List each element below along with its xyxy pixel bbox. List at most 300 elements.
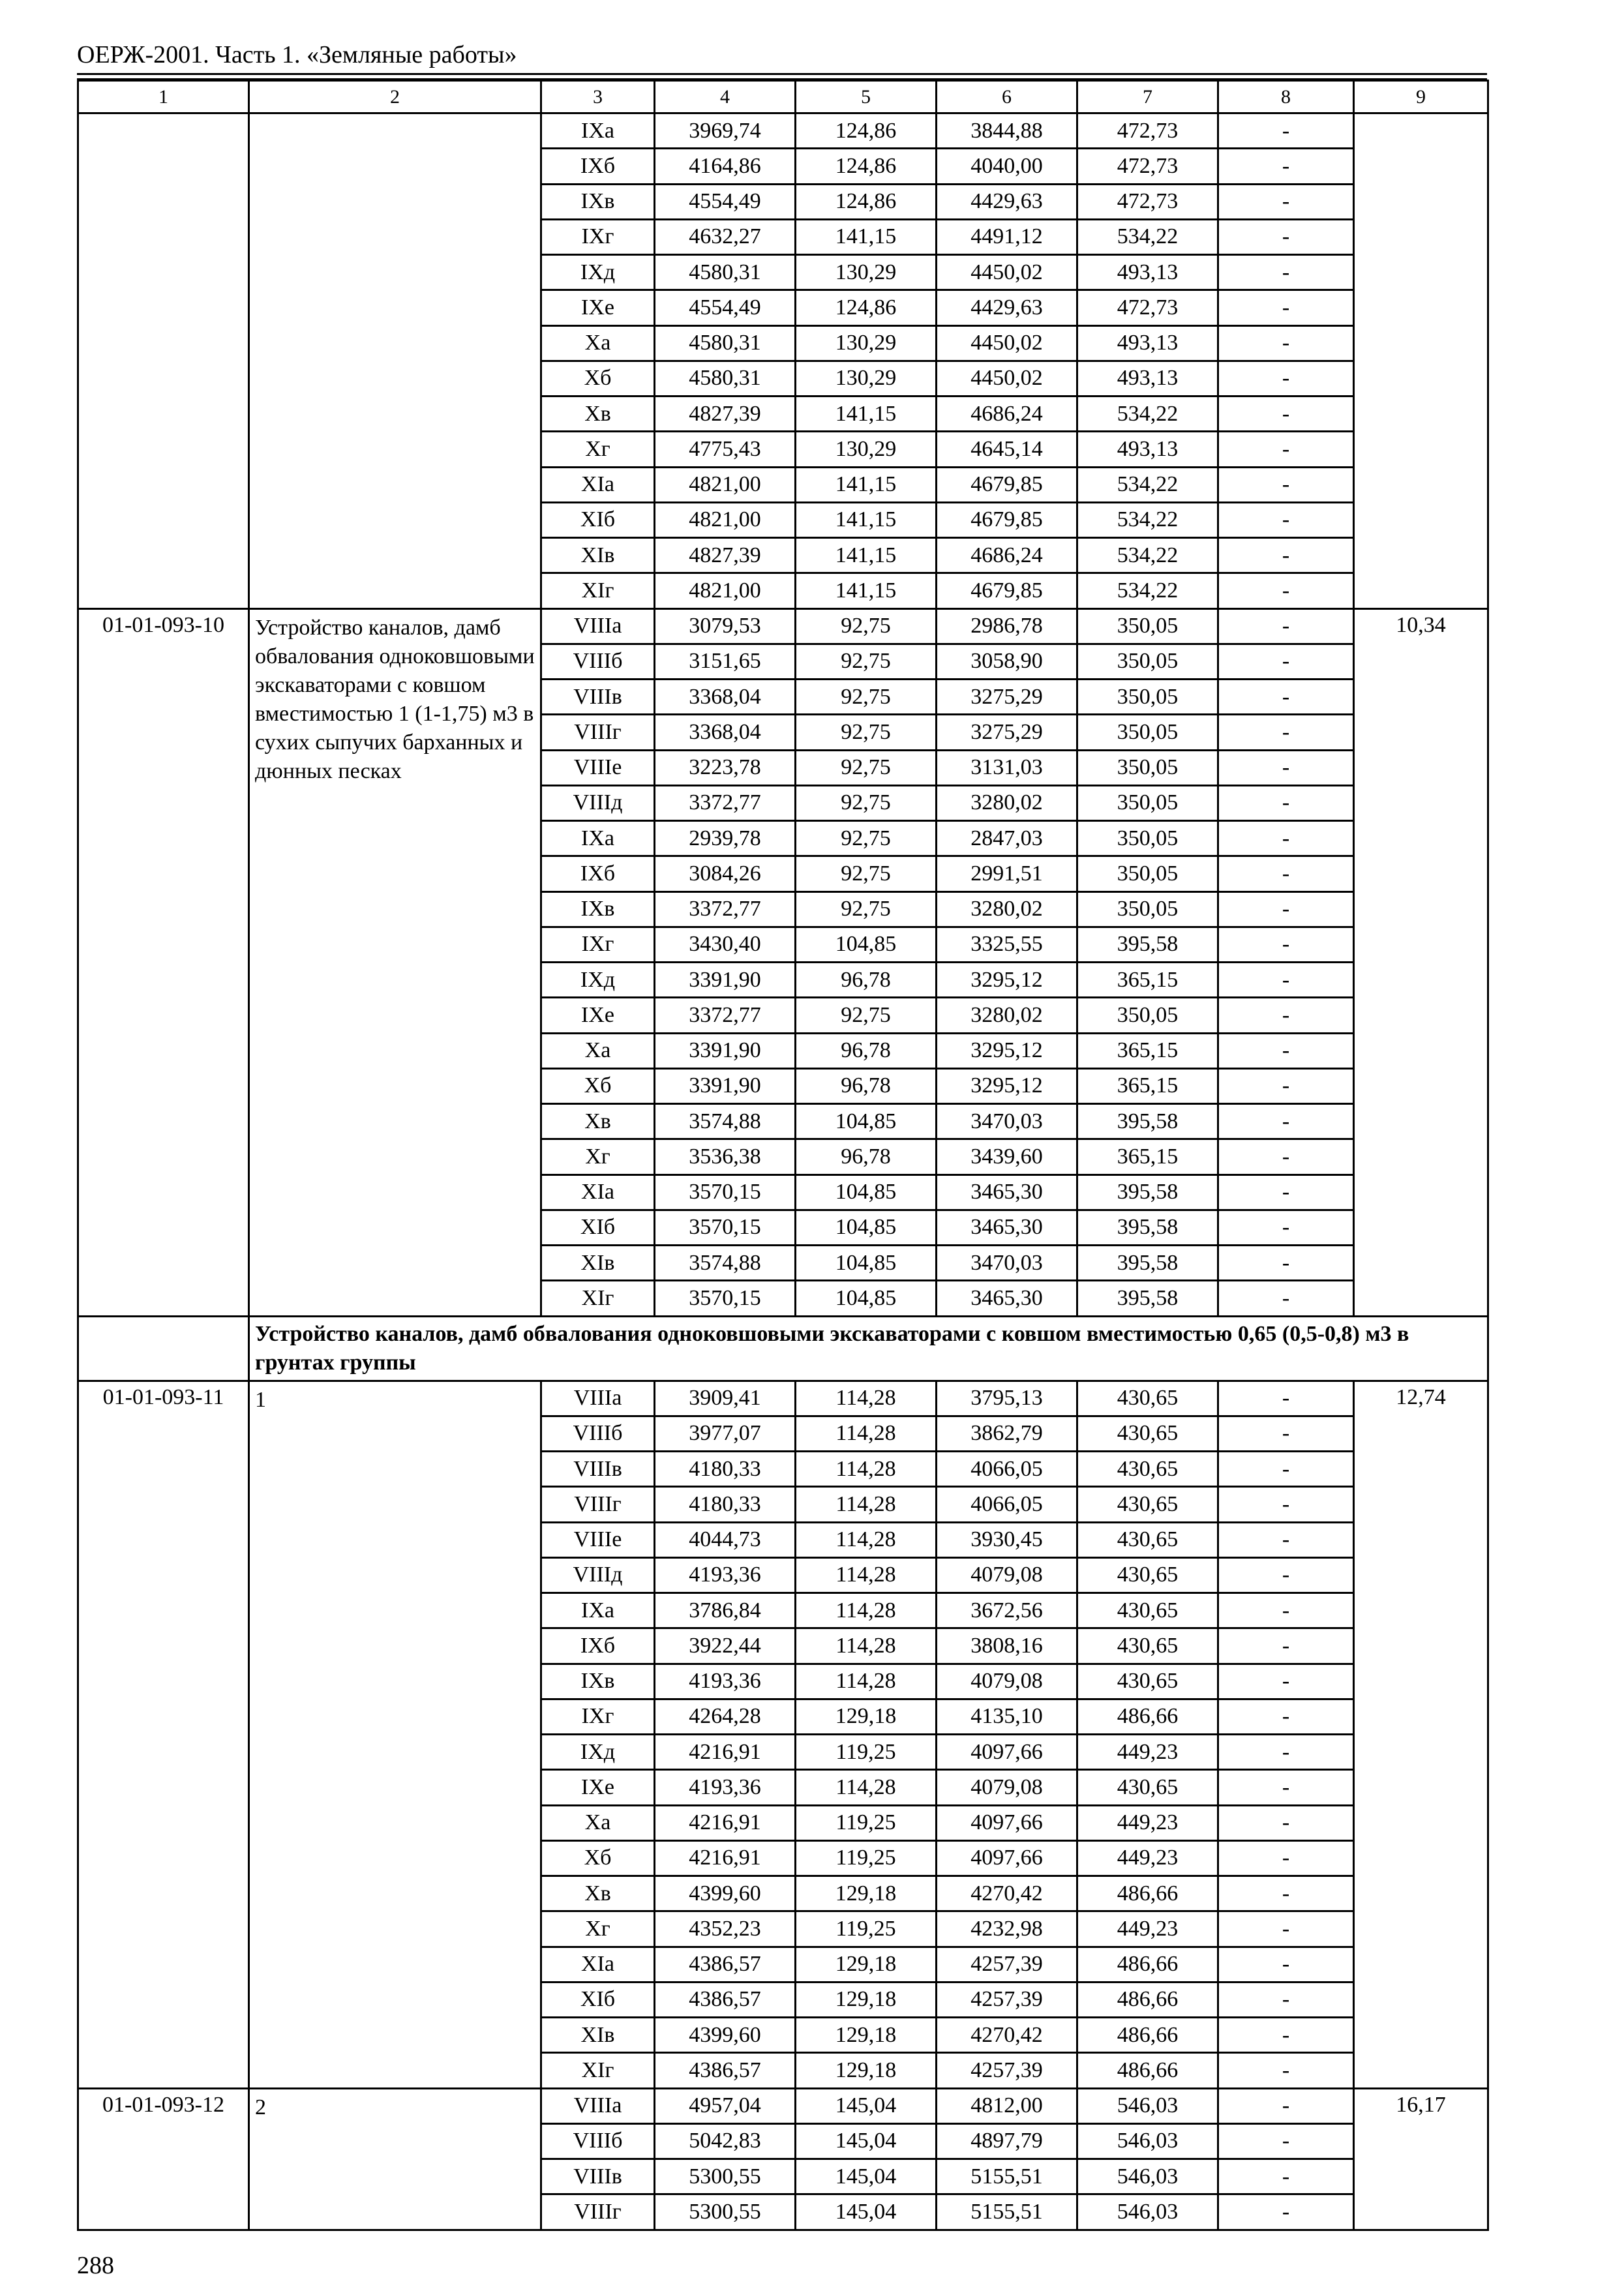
value-cell-col5: 119,25 [796,1735,937,1770]
value-cell-col8: - [1218,361,1354,396]
code-cell: 01-01-093-11 [78,1381,249,2088]
value-cell-col4: 3151,65 [655,644,796,679]
value-cell-col8: - [1218,1628,1354,1664]
value-cell-col6: 3672,56 [937,1593,1077,1628]
value-cell-col4: 3368,04 [655,680,796,715]
value-cell-col8: - [1218,1487,1354,1522]
value-cell-col5: 130,29 [796,361,937,396]
value-cell-col5: 124,86 [796,184,937,219]
value-cell-col8: - [1218,891,1354,927]
value-cell-col7: 449,23 [1077,1840,1218,1876]
soil-group-cell: VIIIд [541,1557,655,1593]
value-cell-col6: 2986,78 [937,608,1077,644]
value-cell-col8: - [1218,1174,1354,1210]
page-number: 288 [77,2252,114,2279]
value-cell-col7: 546,03 [1077,2123,1218,2159]
value-cell-col8: - [1218,1947,1354,1982]
value-cell-col7: 350,05 [1077,891,1218,927]
labor-cell [1354,113,1488,609]
soil-group-cell: Xг [541,1911,655,1947]
value-cell-col4: 3372,77 [655,891,796,927]
soil-group-cell: VIIIв [541,680,655,715]
soil-group-cell: IXв [541,184,655,219]
value-cell-col5: 129,18 [796,1947,937,1982]
value-cell-col6: 3280,02 [937,891,1077,927]
soil-group-cell: VIIIд [541,785,655,820]
value-cell-col7: 472,73 [1077,290,1218,325]
value-cell-col8: - [1218,184,1354,219]
value-cell-col7: 430,65 [1077,1770,1218,1805]
soil-group-cell: XIб [541,1210,655,1245]
value-cell-col7: 472,73 [1077,113,1218,149]
value-cell-col7: 430,65 [1077,1381,1218,1416]
value-cell-col4: 4386,57 [655,1947,796,1982]
soil-group-cell: IXб [541,149,655,184]
value-cell-col6: 4079,08 [937,1664,1077,1699]
soil-group-cell: XIв [541,538,655,573]
value-cell-col5: 141,15 [796,573,937,608]
page-header: ОЕРЖ-2001. Часть 1. «Земляные работы» [77,41,517,68]
value-cell-col5: 129,18 [796,1699,937,1734]
value-cell-col7: 430,65 [1077,1487,1218,1522]
value-cell-col8: - [1218,715,1354,750]
value-cell-col8: - [1218,2053,1354,2088]
value-cell-col7: 350,05 [1077,750,1218,785]
soil-group-cell: VIIIг [541,2194,655,2230]
value-cell-col6: 4897,79 [937,2123,1077,2159]
value-cell-col7: 486,66 [1077,2053,1218,2088]
value-cell-col6: 4429,63 [937,184,1077,219]
value-cell-col8: - [1218,1557,1354,1593]
value-cell-col6: 4491,12 [937,219,1077,254]
value-cell-col5: 92,75 [796,715,937,750]
value-cell-col7: 395,58 [1077,927,1218,962]
value-cell-col4: 3084,26 [655,856,796,891]
value-cell-col7: 365,15 [1077,1033,1218,1068]
soil-group-cell: XIг [541,2053,655,2088]
value-cell-col7: 350,05 [1077,715,1218,750]
soil-group-cell: IXе [541,1770,655,1805]
value-cell-col6: 3465,30 [937,1174,1077,1210]
value-cell-col7: 486,66 [1077,1699,1218,1734]
soil-group-cell: Xа [541,1033,655,1068]
value-cell-col5: 129,18 [796,2053,937,2088]
value-cell-col7: 546,03 [1077,2088,1218,2123]
value-cell-col4: 4352,23 [655,1911,796,1947]
value-cell-col5: 104,85 [796,1246,937,1281]
code-cell: 01-01-093-10 [78,608,249,1316]
value-cell-col8: - [1218,396,1354,432]
value-cell-col6: 3795,13 [937,1381,1077,1416]
value-cell-col4: 4554,49 [655,290,796,325]
value-cell-col6: 4257,39 [937,2053,1077,2088]
value-cell-col6: 3280,02 [937,998,1077,1033]
value-cell-col6: 3439,60 [937,1139,1077,1174]
value-cell-col5: 145,04 [796,2194,937,2230]
value-cell-col6: 4429,63 [937,290,1077,325]
description-cell: 2 [249,2088,541,2230]
value-cell-col5: 104,85 [796,1281,937,1316]
value-cell-col8: - [1218,290,1354,325]
value-cell-col4: 3570,15 [655,1281,796,1316]
value-cell-col5: 124,86 [796,290,937,325]
value-cell-col7: 350,05 [1077,644,1218,679]
soil-group-cell: XIа [541,467,655,502]
header-rule [77,73,1487,75]
value-cell-col6: 3465,30 [937,1281,1077,1316]
value-cell-col7: 365,15 [1077,963,1218,998]
value-cell-col7: 395,58 [1077,1174,1218,1210]
soil-group-cell: IXд [541,1735,655,1770]
value-cell-col5: 92,75 [796,608,937,644]
value-cell-col8: - [1218,2088,1354,2123]
value-cell-col7: 486,66 [1077,1947,1218,1982]
soil-group-cell: VIIIе [541,1522,655,1557]
value-cell-col7: 449,23 [1077,1735,1218,1770]
value-cell-col5: 96,78 [796,963,937,998]
column-number-row [78,81,1488,113]
soil-group-cell: XIг [541,573,655,608]
value-cell-col6: 3280,02 [937,785,1077,820]
value-cell-col8: - [1218,2123,1354,2159]
soil-group-cell: Xв [541,396,655,432]
value-cell-col6: 4679,85 [937,502,1077,537]
value-cell-col8: - [1218,1982,1354,2017]
value-cell-col7: 534,22 [1077,467,1218,502]
price-table [77,80,1489,2231]
soil-group-cell: IXд [541,255,655,290]
value-cell-col5: 141,15 [796,396,937,432]
value-cell-col7: 430,65 [1077,1522,1218,1557]
value-cell-col4: 4164,86 [655,149,796,184]
value-cell-col4: 4193,36 [655,1664,796,1699]
soil-group-cell: VIIIв [541,1452,655,1487]
column-header: 4 [655,81,796,113]
value-cell-col8: - [1218,1735,1354,1770]
value-cell-col8: - [1218,2159,1354,2194]
value-cell-col8: - [1218,2194,1354,2230]
value-cell-col7: 365,15 [1077,1068,1218,1103]
value-cell-col6: 3844,88 [937,113,1077,149]
value-cell-col4: 3570,15 [655,1174,796,1210]
value-cell-col8: - [1218,1664,1354,1699]
soil-group-cell: VIIIа [541,2088,655,2123]
value-cell-col7: 430,65 [1077,1452,1218,1487]
value-cell-col6: 4450,02 [937,255,1077,290]
section-code-cell [78,1316,249,1381]
value-cell-col8: - [1218,1381,1354,1416]
value-cell-col8: - [1218,644,1354,679]
value-cell-col8: - [1218,998,1354,1033]
value-cell-col5: 129,18 [796,1876,937,1911]
value-cell-col7: 493,13 [1077,255,1218,290]
value-cell-col4: 4775,43 [655,432,796,467]
value-cell-col4: 4386,57 [655,1982,796,2017]
value-cell-col8: - [1218,1210,1354,1245]
value-cell-col4: 3391,90 [655,1033,796,1068]
value-cell-col4: 4216,91 [655,1735,796,1770]
value-cell-col8: - [1218,573,1354,608]
value-cell-col5: 92,75 [796,856,937,891]
value-cell-col8: - [1218,325,1354,361]
value-cell-col8: - [1218,1139,1354,1174]
value-cell-col8: - [1218,1522,1354,1557]
value-cell-col7: 395,58 [1077,1281,1218,1316]
value-cell-col7: 350,05 [1077,680,1218,715]
value-cell-col4: 3079,53 [655,608,796,644]
value-cell-col4: 3574,88 [655,1104,796,1139]
soil-group-cell: VIIIб [541,1416,655,1451]
value-cell-col8: - [1218,1104,1354,1139]
value-cell-col6: 4079,08 [937,1557,1077,1593]
soil-group-cell: Xб [541,1840,655,1876]
value-cell-col6: 4812,00 [937,2088,1077,2123]
labor-cell: 10,34 [1354,608,1488,1316]
value-cell-col5: 92,75 [796,891,937,927]
value-cell-col8: - [1218,1699,1354,1734]
soil-group-cell: Xв [541,1104,655,1139]
value-cell-col4: 4580,31 [655,361,796,396]
value-cell-col6: 3808,16 [937,1628,1077,1664]
soil-group-cell: IXа [541,1593,655,1628]
value-cell-col7: 534,22 [1077,219,1218,254]
value-cell-col7: 534,22 [1077,396,1218,432]
soil-group-cell: XIб [541,1982,655,2017]
value-cell-col8: - [1218,1593,1354,1628]
value-cell-col6: 4066,05 [937,1487,1077,1522]
soil-group-cell: Xв [541,1876,655,1911]
value-cell-col4: 4193,36 [655,1770,796,1805]
value-cell-col6: 4232,98 [937,1911,1077,1947]
value-cell-col4: 4827,39 [655,396,796,432]
soil-group-cell: IXб [541,856,655,891]
value-cell-col5: 129,18 [796,1982,937,2017]
value-cell-col7: 546,03 [1077,2194,1218,2230]
soil-group-cell: VIIIа [541,1381,655,1416]
value-cell-col4: 4216,91 [655,1840,796,1876]
value-cell-col8: - [1218,963,1354,998]
value-cell-col7: 395,58 [1077,1210,1218,1245]
value-cell-col4: 4264,28 [655,1699,796,1734]
value-cell-col6: 4097,66 [937,1735,1077,1770]
soil-group-cell: XIв [541,2018,655,2053]
value-cell-col6: 4257,39 [937,1947,1077,1982]
value-cell-col6: 2991,51 [937,856,1077,891]
value-cell-col8: - [1218,502,1354,537]
labor-cell: 16,17 [1354,2088,1488,2230]
value-cell-col8: - [1218,608,1354,644]
labor-cell: 12,74 [1354,1381,1488,2088]
soil-group-cell: XIа [541,1174,655,1210]
value-cell-col5: 114,28 [796,1593,937,1628]
value-cell-col4: 4957,04 [655,2088,796,2123]
soil-group-cell: IXг [541,927,655,962]
soil-group-cell: IXе [541,290,655,325]
value-cell-col6: 5155,51 [937,2159,1077,2194]
value-cell-col6: 4097,66 [937,1805,1077,1840]
value-cell-col7: 430,65 [1077,1664,1218,1699]
table-row [78,608,1488,644]
value-cell-col5: 114,28 [796,1487,937,1522]
value-cell-col5: 114,28 [796,1381,937,1416]
column-header: 8 [1218,81,1354,113]
value-cell-col4: 3372,77 [655,998,796,1033]
soil-group-cell: IXв [541,891,655,927]
value-cell-col7: 350,05 [1077,608,1218,644]
table-row [78,1381,1488,1416]
value-cell-col5: 104,85 [796,927,937,962]
value-cell-col7: 350,05 [1077,998,1218,1033]
value-cell-col4: 4216,91 [655,1805,796,1840]
soil-group-cell: VIIIг [541,1487,655,1522]
value-cell-col6: 4450,02 [937,361,1077,396]
value-cell-col5: 114,28 [796,1452,937,1487]
value-cell-col4: 3391,90 [655,1068,796,1103]
value-cell-col5: 96,78 [796,1139,937,1174]
value-cell-col5: 96,78 [796,1068,937,1103]
value-cell-col7: 486,66 [1077,1982,1218,2017]
value-cell-col7: 493,13 [1077,325,1218,361]
soil-group-cell: Xа [541,1805,655,1840]
value-cell-col4: 3430,40 [655,927,796,962]
value-cell-col5: 92,75 [796,998,937,1033]
soil-group-cell: IXд [541,963,655,998]
value-cell-col6: 3275,29 [937,715,1077,750]
table-body [78,113,1488,2230]
value-cell-col5: 114,28 [796,1557,937,1593]
value-cell-col8: - [1218,1452,1354,1487]
value-cell-col5: 114,28 [796,1770,937,1805]
value-cell-col4: 4193,36 [655,1557,796,1593]
value-cell-col7: 449,23 [1077,1911,1218,1947]
value-cell-col5: 114,28 [796,1522,937,1557]
value-cell-col5: 92,75 [796,785,937,820]
value-cell-col5: 141,15 [796,502,937,537]
value-cell-col7: 430,65 [1077,1557,1218,1593]
value-cell-col6: 4257,39 [937,1982,1077,2017]
column-header: 6 [937,81,1077,113]
value-cell-col5: 114,28 [796,1628,937,1664]
table-row [78,113,1488,149]
value-cell-col8: - [1218,538,1354,573]
value-cell-col7: 534,22 [1077,502,1218,537]
value-cell-col8: - [1218,219,1354,254]
value-cell-col4: 3574,88 [655,1246,796,1281]
soil-group-cell: XIа [541,1947,655,1982]
column-header: 5 [796,81,937,113]
value-cell-col6: 2847,03 [937,821,1077,856]
soil-group-cell: VIIIа [541,608,655,644]
value-cell-col4: 3570,15 [655,1210,796,1245]
section-title-row [78,1316,1488,1381]
soil-group-cell: VIIIв [541,2159,655,2194]
value-cell-col7: 472,73 [1077,149,1218,184]
table-row [78,2088,1488,2123]
value-cell-col4: 4554,49 [655,184,796,219]
value-cell-col5: 114,28 [796,1664,937,1699]
value-cell-col8: - [1218,1805,1354,1840]
value-cell-col8: - [1218,1033,1354,1068]
value-cell-col4: 4180,33 [655,1487,796,1522]
value-cell-col5: 130,29 [796,432,937,467]
value-cell-col4: 4821,00 [655,502,796,537]
value-cell-col5: 141,15 [796,467,937,502]
value-cell-col5: 104,85 [796,1210,937,1245]
value-cell-col5: 114,28 [796,1416,937,1451]
value-cell-col4: 2939,78 [655,821,796,856]
value-cell-col4: 3969,74 [655,113,796,149]
soil-group-cell: XIв [541,1246,655,1281]
value-cell-col6: 4679,85 [937,467,1077,502]
soil-group-cell: Xа [541,325,655,361]
value-cell-col4: 4827,39 [655,538,796,573]
value-cell-col6: 3058,90 [937,644,1077,679]
soil-group-cell: IXа [541,821,655,856]
column-header: 9 [1354,81,1488,113]
value-cell-col7: 430,65 [1077,1593,1218,1628]
value-cell-col4: 3909,41 [655,1381,796,1416]
value-cell-col4: 4821,00 [655,573,796,608]
value-cell-col8: - [1218,821,1354,856]
value-cell-col4: 4580,31 [655,325,796,361]
value-cell-col4: 3922,44 [655,1628,796,1664]
soil-group-cell: IXг [541,219,655,254]
value-cell-col5: 129,18 [796,2018,937,2053]
value-cell-col8: - [1218,1281,1354,1316]
soil-group-cell: IXг [541,1699,655,1734]
value-cell-col6: 3275,29 [937,680,1077,715]
value-cell-col8: - [1218,113,1354,149]
value-cell-col6: 5155,51 [937,2194,1077,2230]
value-cell-col7: 534,22 [1077,538,1218,573]
description-cell: 1 [249,1381,541,2088]
soil-group-cell: IXе [541,998,655,1033]
value-cell-col6: 4686,24 [937,396,1077,432]
value-cell-col4: 4632,27 [655,219,796,254]
soil-group-cell: VIIIб [541,2123,655,2159]
value-cell-col5: 124,86 [796,149,937,184]
value-cell-col7: 486,66 [1077,2018,1218,2053]
value-cell-col7: 534,22 [1077,573,1218,608]
value-cell-col6: 4679,85 [937,573,1077,608]
column-header: 1 [78,81,249,113]
soil-group-cell: Xг [541,1139,655,1174]
soil-group-cell: Xб [541,361,655,396]
value-cell-col7: 449,23 [1077,1805,1218,1840]
soil-group-cell: Xг [541,432,655,467]
value-cell-col5: 104,85 [796,1104,937,1139]
value-cell-col5: 119,25 [796,1805,937,1840]
value-cell-col7: 350,05 [1077,856,1218,891]
value-cell-col6: 4270,42 [937,1876,1077,1911]
value-cell-col6: 3465,30 [937,1210,1077,1245]
soil-group-cell: XIб [541,502,655,537]
value-cell-col4: 3372,77 [655,785,796,820]
soil-group-cell: IXб [541,1628,655,1664]
value-cell-col8: - [1218,927,1354,962]
value-cell-col8: - [1218,1068,1354,1103]
value-cell-col6: 4686,24 [937,538,1077,573]
value-cell-col7: 493,13 [1077,432,1218,467]
value-cell-col6: 3930,45 [937,1522,1077,1557]
value-cell-col6: 3295,12 [937,963,1077,998]
description-cell [249,113,541,609]
value-cell-col7: 430,65 [1077,1416,1218,1451]
value-cell-col8: - [1218,432,1354,467]
soil-group-cell: Xб [541,1068,655,1103]
value-cell-col6: 4079,08 [937,1770,1077,1805]
value-cell-col4: 3391,90 [655,963,796,998]
